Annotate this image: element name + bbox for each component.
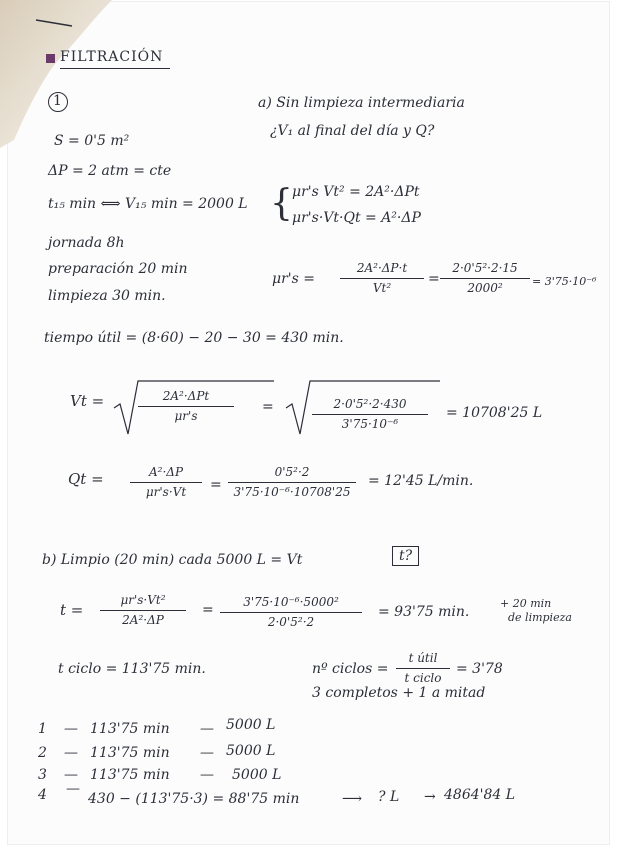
qt-bar2 (228, 482, 356, 483)
qt-bar (130, 482, 202, 483)
row4-question: ? L (378, 789, 400, 805)
mu-fraction-2 (440, 262, 530, 295)
mu-bar (340, 278, 424, 279)
cycle-time: t ciclo = 113'75 min. (58, 661, 206, 677)
problem-number: 1 (53, 93, 62, 109)
mu-den: Vt² (372, 281, 392, 296)
qt-num2: 0'5²·2 (274, 465, 310, 479)
part-b-question: t? (392, 546, 419, 566)
vt-fraction-2 (312, 398, 428, 431)
useful-time: tiempo útil = (8·60) − 20 − 30 = 430 min. (44, 330, 344, 346)
t-den: 2A²·ΔP (122, 613, 164, 628)
cycle-row-volume: 5000 L (226, 717, 276, 733)
page-title: FILTRACIÓN (60, 49, 164, 65)
cycle-row-number: 4 (38, 787, 47, 803)
cycles-bar (396, 668, 450, 669)
equation-2: μr's·Vt·Qt = A²·ΔP (292, 210, 421, 226)
cycle-row-dash: — (64, 721, 78, 737)
mu-eq-sign: = (428, 271, 440, 287)
cycle-row-number: 2 (38, 745, 47, 761)
mu-fraction-1 (340, 262, 424, 295)
cycle-row-time: 113'75 min (90, 721, 170, 737)
cycle-row-dash: — (64, 745, 78, 761)
cycles-result: = 3'78 (456, 661, 503, 677)
qt-eq-sign: = (210, 477, 222, 493)
vt-eq-sign: = (262, 399, 274, 415)
cycles-num: t útil (408, 651, 438, 665)
t-bar (100, 610, 186, 611)
t-num: μr's·Vt² (120, 593, 166, 607)
row4-result: 4864'84 L (444, 787, 516, 803)
given-area: S = 0'5 m² (54, 133, 130, 149)
cycle-row-volume: 5000 L (232, 767, 282, 783)
given-pressure: ΔP = 2 atm = cte (48, 163, 172, 179)
given-shift: jornada 8h (48, 235, 125, 251)
cycle-row-number: 1 (38, 721, 47, 737)
t-note-1: + 20 min (500, 597, 552, 610)
qt-fraction-1 (130, 466, 202, 499)
vt-den2: 3'75·10⁻⁶ (341, 417, 399, 432)
equation-1: μr's Vt² = 2A²·ΔPt (292, 184, 420, 200)
vt-fraction-1 (138, 390, 234, 423)
brace: { (270, 183, 293, 224)
t-fraction-2 (220, 596, 362, 629)
qt-den2: 3'75·10⁻⁶·10708'25 (233, 485, 351, 500)
qt-lhs: Qt = (68, 470, 104, 488)
qt-num: A²·ΔP (148, 465, 184, 479)
t-result: = 93'75 min. (378, 604, 470, 620)
given-cleaning: limpieza 30 min. (48, 288, 166, 304)
mu-den2: 2000² (467, 281, 503, 296)
vt-den: μr's (174, 409, 198, 424)
t-note-2: de limpieza (508, 611, 572, 624)
title-bullet (46, 54, 55, 63)
row4-arrow: ⟶ (342, 791, 363, 807)
t-bar2 (220, 612, 362, 613)
cycle-row-dash: — (64, 767, 78, 783)
t-num2: 3'75·10⁻⁶·5000² (243, 595, 339, 609)
cycles-den: t ciclo (404, 671, 442, 686)
t-lhs: t = (60, 601, 84, 619)
mu-num2: 2·0'5²·2·15 (452, 261, 518, 275)
part-a-question: ¿V₁ al final del día y Q? (270, 123, 435, 139)
cycle-row-dash: — (200, 721, 214, 737)
cycles-fraction (396, 652, 450, 685)
cycles-note: 3 completos + 1 a mitad (312, 685, 486, 701)
mu-result: = 3'75·10⁻⁶ (532, 275, 597, 288)
vt-num2: 2·0'5²·2·430 (333, 397, 407, 411)
torn-corner-shadow (0, 0, 120, 150)
qt-den: μr's·Vt (145, 485, 187, 500)
title-underline (60, 68, 170, 69)
t-fraction-1 (100, 594, 186, 627)
part-b-heading: b) Limpio (20 min) cada 5000 L = Vt (42, 552, 303, 568)
cycle-row-dash: — (66, 781, 80, 797)
cycle-row-volume: 5000 L (226, 743, 276, 759)
cycle-row-dash: — (200, 745, 214, 761)
row4-calc: 430 − (113'75·3) = 88'75 min (88, 791, 300, 807)
vt-bar (138, 406, 234, 407)
cycle-row-time: 113'75 min (90, 767, 170, 783)
vt-num: 2A²·ΔPt (162, 389, 210, 403)
row4-arrow-2: → (424, 789, 436, 805)
given-time-volume: t₁₅ min ⟺ V₁₅ min = 2000 L (48, 196, 248, 212)
given-prep: preparación 20 min (48, 261, 188, 277)
t-eq-sign: = (202, 602, 214, 618)
cycle-row-number: 3 (38, 767, 47, 783)
cycle-row-time: 113'75 min (90, 745, 170, 761)
vt-lhs: Vt = (70, 392, 105, 410)
mu-bar2 (440, 278, 530, 279)
mu-lhs: μr's = (272, 271, 316, 287)
qt-result: = 12'45 L/min. (368, 473, 474, 489)
part-a-heading: a) Sin limpieza intermediaria (258, 95, 465, 111)
cycle-row-dash: — (200, 767, 214, 783)
cycles-lhs: nº ciclos = (312, 661, 389, 677)
vt-result: = 10708'25 L (446, 405, 543, 421)
vt-bar2 (312, 414, 428, 415)
t-den2: 2·0'5²·2 (267, 615, 315, 630)
qt-fraction-2 (228, 466, 356, 499)
mu-num: 2A²·ΔP·t (356, 261, 408, 275)
